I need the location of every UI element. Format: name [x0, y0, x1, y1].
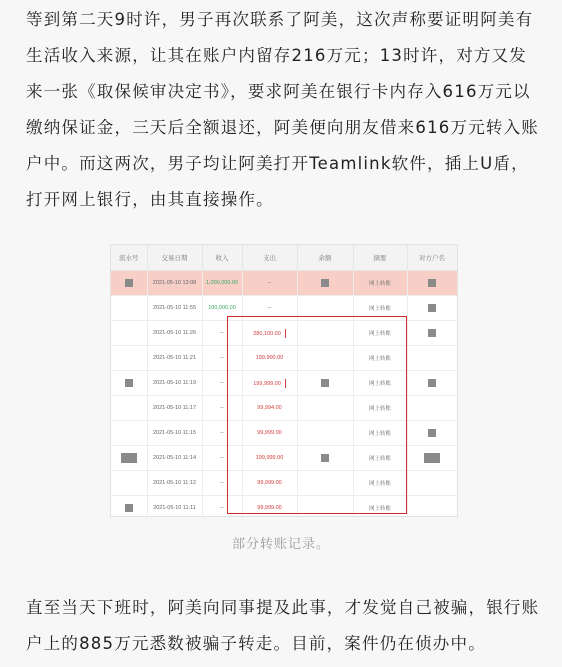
income-cell: --: [202, 371, 242, 396]
redaction-block: [321, 279, 329, 287]
redaction-block: [428, 304, 436, 312]
header-income: 收入: [202, 245, 242, 271]
red-mark: [285, 329, 286, 338]
header-serial: 流水号: [111, 245, 147, 271]
table-row: [111, 371, 457, 396]
income-cell: 100,000.00: [202, 296, 242, 321]
expense-cell: --: [242, 296, 297, 321]
summary-cell: 网上转账: [353, 396, 407, 421]
summary-cell: 网上转账: [353, 421, 407, 446]
transaction-table: [111, 245, 458, 517]
redaction-block: [428, 329, 436, 337]
balance-cell: [297, 471, 353, 496]
income-cell: --: [202, 496, 242, 518]
balance-cell: [297, 396, 353, 421]
redaction-block: [121, 453, 137, 463]
income-cell: --: [202, 346, 242, 371]
income-cell: --: [202, 471, 242, 496]
income-cell: 1,000,000.00: [202, 271, 242, 296]
counterparty-redacted: [407, 271, 457, 296]
summary-cell: 网上转账: [353, 296, 407, 321]
serial-cell: [111, 296, 147, 321]
expense-cell: 199,999.00: [242, 446, 297, 471]
article-paragraph-2: 直至当天下班时，阿美向同事提及此事，才发觉自己被骗，银行账户上的885万元悉数被骗子转走。目前，案件仍在侦办中。: [26, 598, 540, 653]
date-cell: 2021-05-10 11:17: [147, 396, 202, 421]
serial-redacted: [111, 271, 147, 296]
expense-cell: 99,994.00: [242, 396, 297, 421]
counterparty-redacted: [407, 446, 457, 471]
expense-cell: 99,999.00: [242, 471, 297, 496]
redaction-block: [428, 429, 436, 437]
serial-redacted: [111, 446, 147, 471]
redaction-block: [424, 453, 440, 463]
header-summary: 摘要: [353, 245, 407, 271]
summary-cell: 网上转账: [353, 496, 407, 518]
table-header-row: [111, 245, 457, 271]
table-row: [111, 296, 457, 321]
summary-cell: 网上转账: [353, 471, 407, 496]
summary-cell: 网上转账: [353, 446, 407, 471]
table-row: [111, 396, 457, 421]
summary-cell: 网上转账: [353, 271, 407, 296]
transaction-screenshot: [110, 244, 458, 517]
table-row: [111, 421, 457, 446]
balance-cell: [297, 296, 353, 321]
date-cell: 2021-05-10 11:21: [147, 346, 202, 371]
date-cell: 2021-05-10 11:11: [147, 496, 202, 518]
article-paragraph-1: 等到第二天9时许，男子再次联系了阿美，这次声称要证明阿美有生活收入来源，让其在账户内留存216万元；13时许，对方又发来一张《取保候审决定书》，要求阿美在银行卡内存入616万元以缴纳保证金，三天后全额退还，阿美便向朋友借来616万元转入账户中。而这两次，男子均让阿美打开Teamlink软件，插上U盾，打开网上银行，由其直接操作。: [26, 10, 539, 209]
income-cell: --: [202, 396, 242, 421]
summary-cell: 网上转账: [353, 371, 407, 396]
expense-value: 280,100.00: [253, 330, 281, 337]
header-balance: 余额: [297, 245, 353, 271]
expense-cell: 99,999.00: [242, 421, 297, 446]
counterparty-cell: [407, 346, 457, 371]
redaction-block: [125, 504, 133, 512]
expense-cell: [242, 321, 297, 346]
date-cell: 2021-05-10 11:14: [147, 446, 202, 471]
header-date: 交易日期: [147, 245, 202, 271]
income-cell: --: [202, 321, 242, 346]
serial-cell: [111, 346, 147, 371]
expense-cell: 99,999.00: [242, 496, 297, 518]
counterparty-cell: [407, 396, 457, 421]
table-row: [111, 471, 457, 496]
income-cell: --: [202, 446, 242, 471]
redaction-block: [321, 379, 329, 387]
balance-redacted: [297, 371, 353, 396]
serial-cell: [111, 321, 147, 346]
counterparty-cell: [407, 471, 457, 496]
serial-cell: [111, 396, 147, 421]
counterparty-cell: [407, 496, 457, 518]
balance-cell: [297, 421, 353, 446]
counterparty-redacted: [407, 296, 457, 321]
serial-redacted: [111, 371, 147, 396]
income-cell: --: [202, 421, 242, 446]
summary-cell: 网上转账: [353, 321, 407, 346]
table-row: [111, 496, 457, 518]
balance-cell: [297, 496, 353, 518]
date-cell: 2021-05-10 11:19: [147, 371, 202, 396]
balance-redacted: [297, 446, 353, 471]
balance-cell: [297, 321, 353, 346]
redaction-block: [428, 379, 436, 387]
expense-cell: 199,900.00: [242, 346, 297, 371]
serial-cell: [111, 421, 147, 446]
serial-redacted: [111, 496, 147, 518]
table-row: [111, 346, 457, 371]
balance-redacted: [297, 271, 353, 296]
redaction-block: [428, 279, 436, 287]
date-cell: 2021-05-10 13:08: [147, 271, 202, 296]
counterparty-redacted: [407, 421, 457, 446]
date-cell: 2021-05-10 11:26: [147, 321, 202, 346]
header-expense: 支出: [242, 245, 297, 271]
date-cell: 2021-05-10 11:12: [147, 471, 202, 496]
summary-cell: 网上转账: [353, 346, 407, 371]
serial-cell: [111, 471, 147, 496]
redaction-block: [125, 379, 133, 387]
redaction-block: [125, 279, 133, 287]
date-cell: 2021-05-10 11:15: [147, 421, 202, 446]
expense-value: 199,999.00: [253, 380, 281, 387]
header-counterparty: 对方户名: [407, 245, 457, 271]
date-cell: 2021-05-10 11:55: [147, 296, 202, 321]
counterparty-redacted: [407, 321, 457, 346]
image-caption: 部分转账记录。: [231, 537, 330, 552]
balance-cell: [297, 346, 353, 371]
table-row: [111, 271, 457, 296]
red-mark: [285, 379, 286, 388]
table-row: [111, 321, 457, 346]
redaction-block: [321, 454, 329, 462]
counterparty-redacted: [407, 371, 457, 396]
expense-cell: [242, 371, 297, 396]
expense-cell: --: [242, 271, 297, 296]
table-row: [111, 446, 457, 471]
